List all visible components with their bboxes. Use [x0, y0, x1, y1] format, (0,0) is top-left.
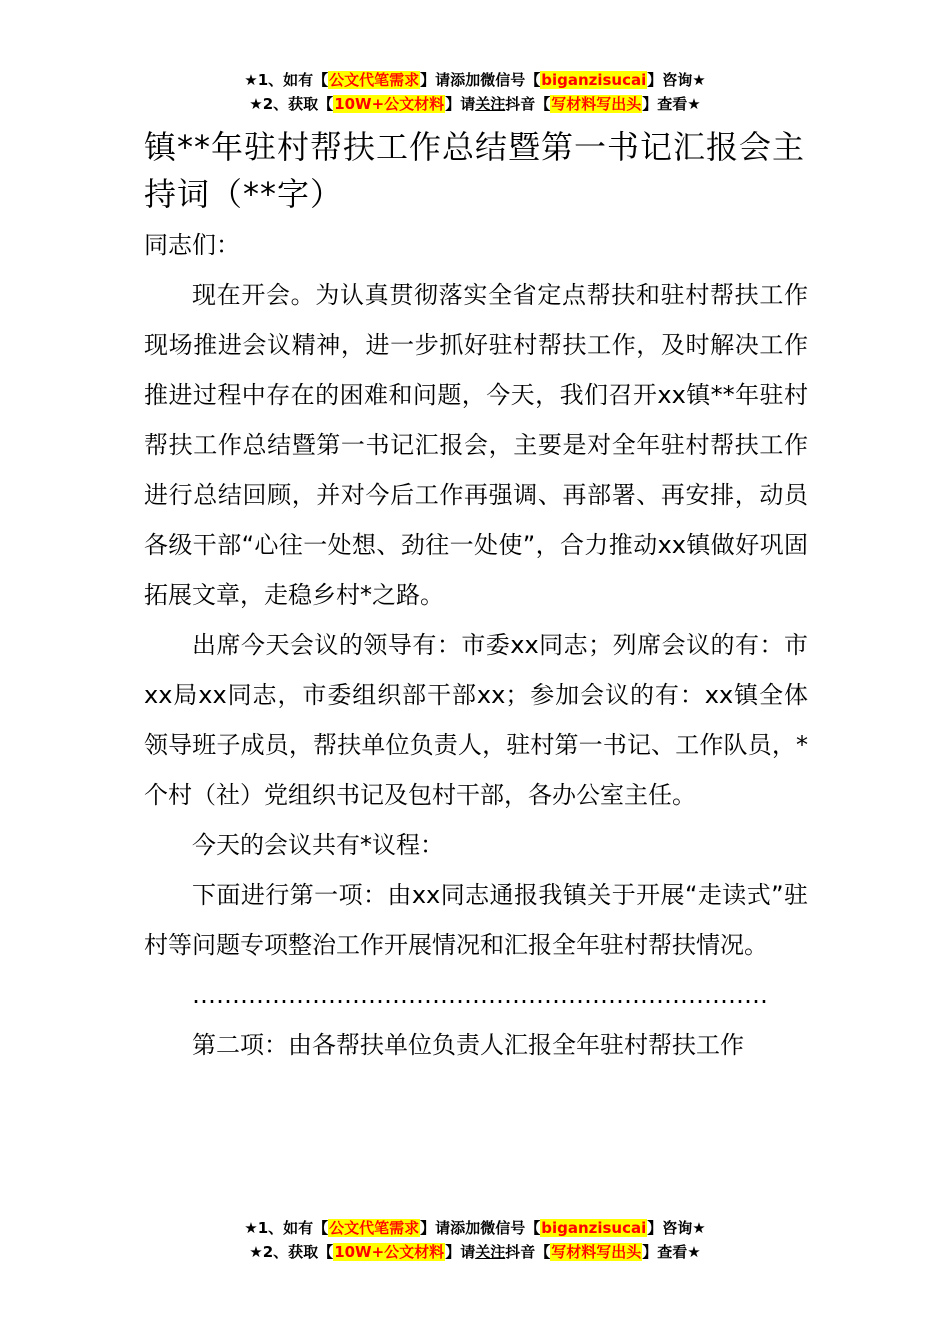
banner-highlight: 公文代笔需求	[329, 1219, 420, 1237]
ellipsis-separator: ………………………………………………………………	[192, 981, 768, 1009]
banner-text: 】请	[445, 1243, 476, 1261]
banner-text: 】咨询★	[647, 1219, 706, 1237]
banner-text: 】请添	[420, 71, 466, 89]
banner-text: 】咨询★	[647, 71, 706, 89]
paragraph: 出席今天会议的领导有：市委xx同志；列席会议的有：市xx局xx同志，市委组织部干部xx；参加会议的有：xx镇全体领导班子成员，帮扶单位负责人，驻村第一书记、工作队员，*个村（社）党组织书记及包村干部，各办公室主任。	[144, 631, 808, 809]
banner-highlight: 10W+公文材料	[334, 95, 445, 113]
paragraph: 下面进行第一项：由xx同志通报我镇关于开展“走读式”驻村等问题专项整治工作开展情况和汇报全年驻村帮扶情况。	[144, 881, 808, 959]
banner-highlight: 写材料写出头	[551, 1243, 642, 1261]
banner-text: 抖音【	[505, 95, 551, 113]
banner-text: 微信号【	[480, 1219, 541, 1237]
banner-text: 抖音【	[505, 1243, 551, 1261]
banner-text: ★2、获取【	[249, 95, 334, 113]
banner-text: ★1、如有【	[244, 71, 329, 89]
banner-text: 微信号【	[480, 71, 541, 89]
banner-highlight: 写材料写出头	[551, 95, 642, 113]
banner-highlight: 公文代笔需求	[329, 71, 420, 89]
banner-highlight: biganzisucai	[541, 1219, 647, 1237]
header-banner	[0, 68, 950, 116]
banner-text: 】请添	[420, 1219, 466, 1237]
salutation: 同志们：	[144, 231, 240, 259]
banner-text: ★1、如有【	[244, 1219, 329, 1237]
paragraph: 今天的会议共有*议程：	[192, 831, 444, 859]
banner-highlight: biganzisucai	[541, 71, 647, 89]
document-title: 镇**年驻村帮扶工作总结暨第一书记汇报会主持词（**字）	[144, 128, 806, 213]
banner-text: 】查看★	[642, 95, 701, 113]
banner-text: 加	[465, 1219, 481, 1237]
banner-line-2	[0, 92, 950, 116]
banner-text: 关注	[475, 95, 506, 113]
banner-text: 】请	[445, 95, 476, 113]
document-body	[144, 124, 808, 1070]
banner-text: 关注	[475, 1243, 506, 1261]
banner-text: 】查看★	[642, 1243, 701, 1261]
banner-text: 加	[465, 71, 481, 89]
banner-line-1	[0, 68, 950, 92]
banner-line-2	[0, 1240, 950, 1264]
paragraph: 第二项：由各帮扶单位负责人汇报全年驻村帮扶工作	[192, 1031, 744, 1059]
banner-text: ★2、获取【	[249, 1243, 334, 1261]
footer-banner	[0, 1216, 950, 1264]
banner-line-1	[0, 1216, 950, 1240]
banner-highlight: 10W+公文材料	[334, 1243, 445, 1261]
paragraph: 现在开会。为认真贯彻落实全省定点帮扶和驻村帮扶工作现场推进会议精神，进一步抓好驻村帮扶工作，及时解决工作推进过程中存在的困难和问题，今天，我们召开xx镇**年驻村帮扶工作总结暨第一书记汇报会，主要是对全年驻村帮扶工作进行总结回顾，并对今后工作再强调、再部署、再安排，动员各级干部“心往一处想、劲往一处使”，合力推动xx镇做好巩固拓展文章，走稳乡村*之路。	[144, 281, 808, 609]
